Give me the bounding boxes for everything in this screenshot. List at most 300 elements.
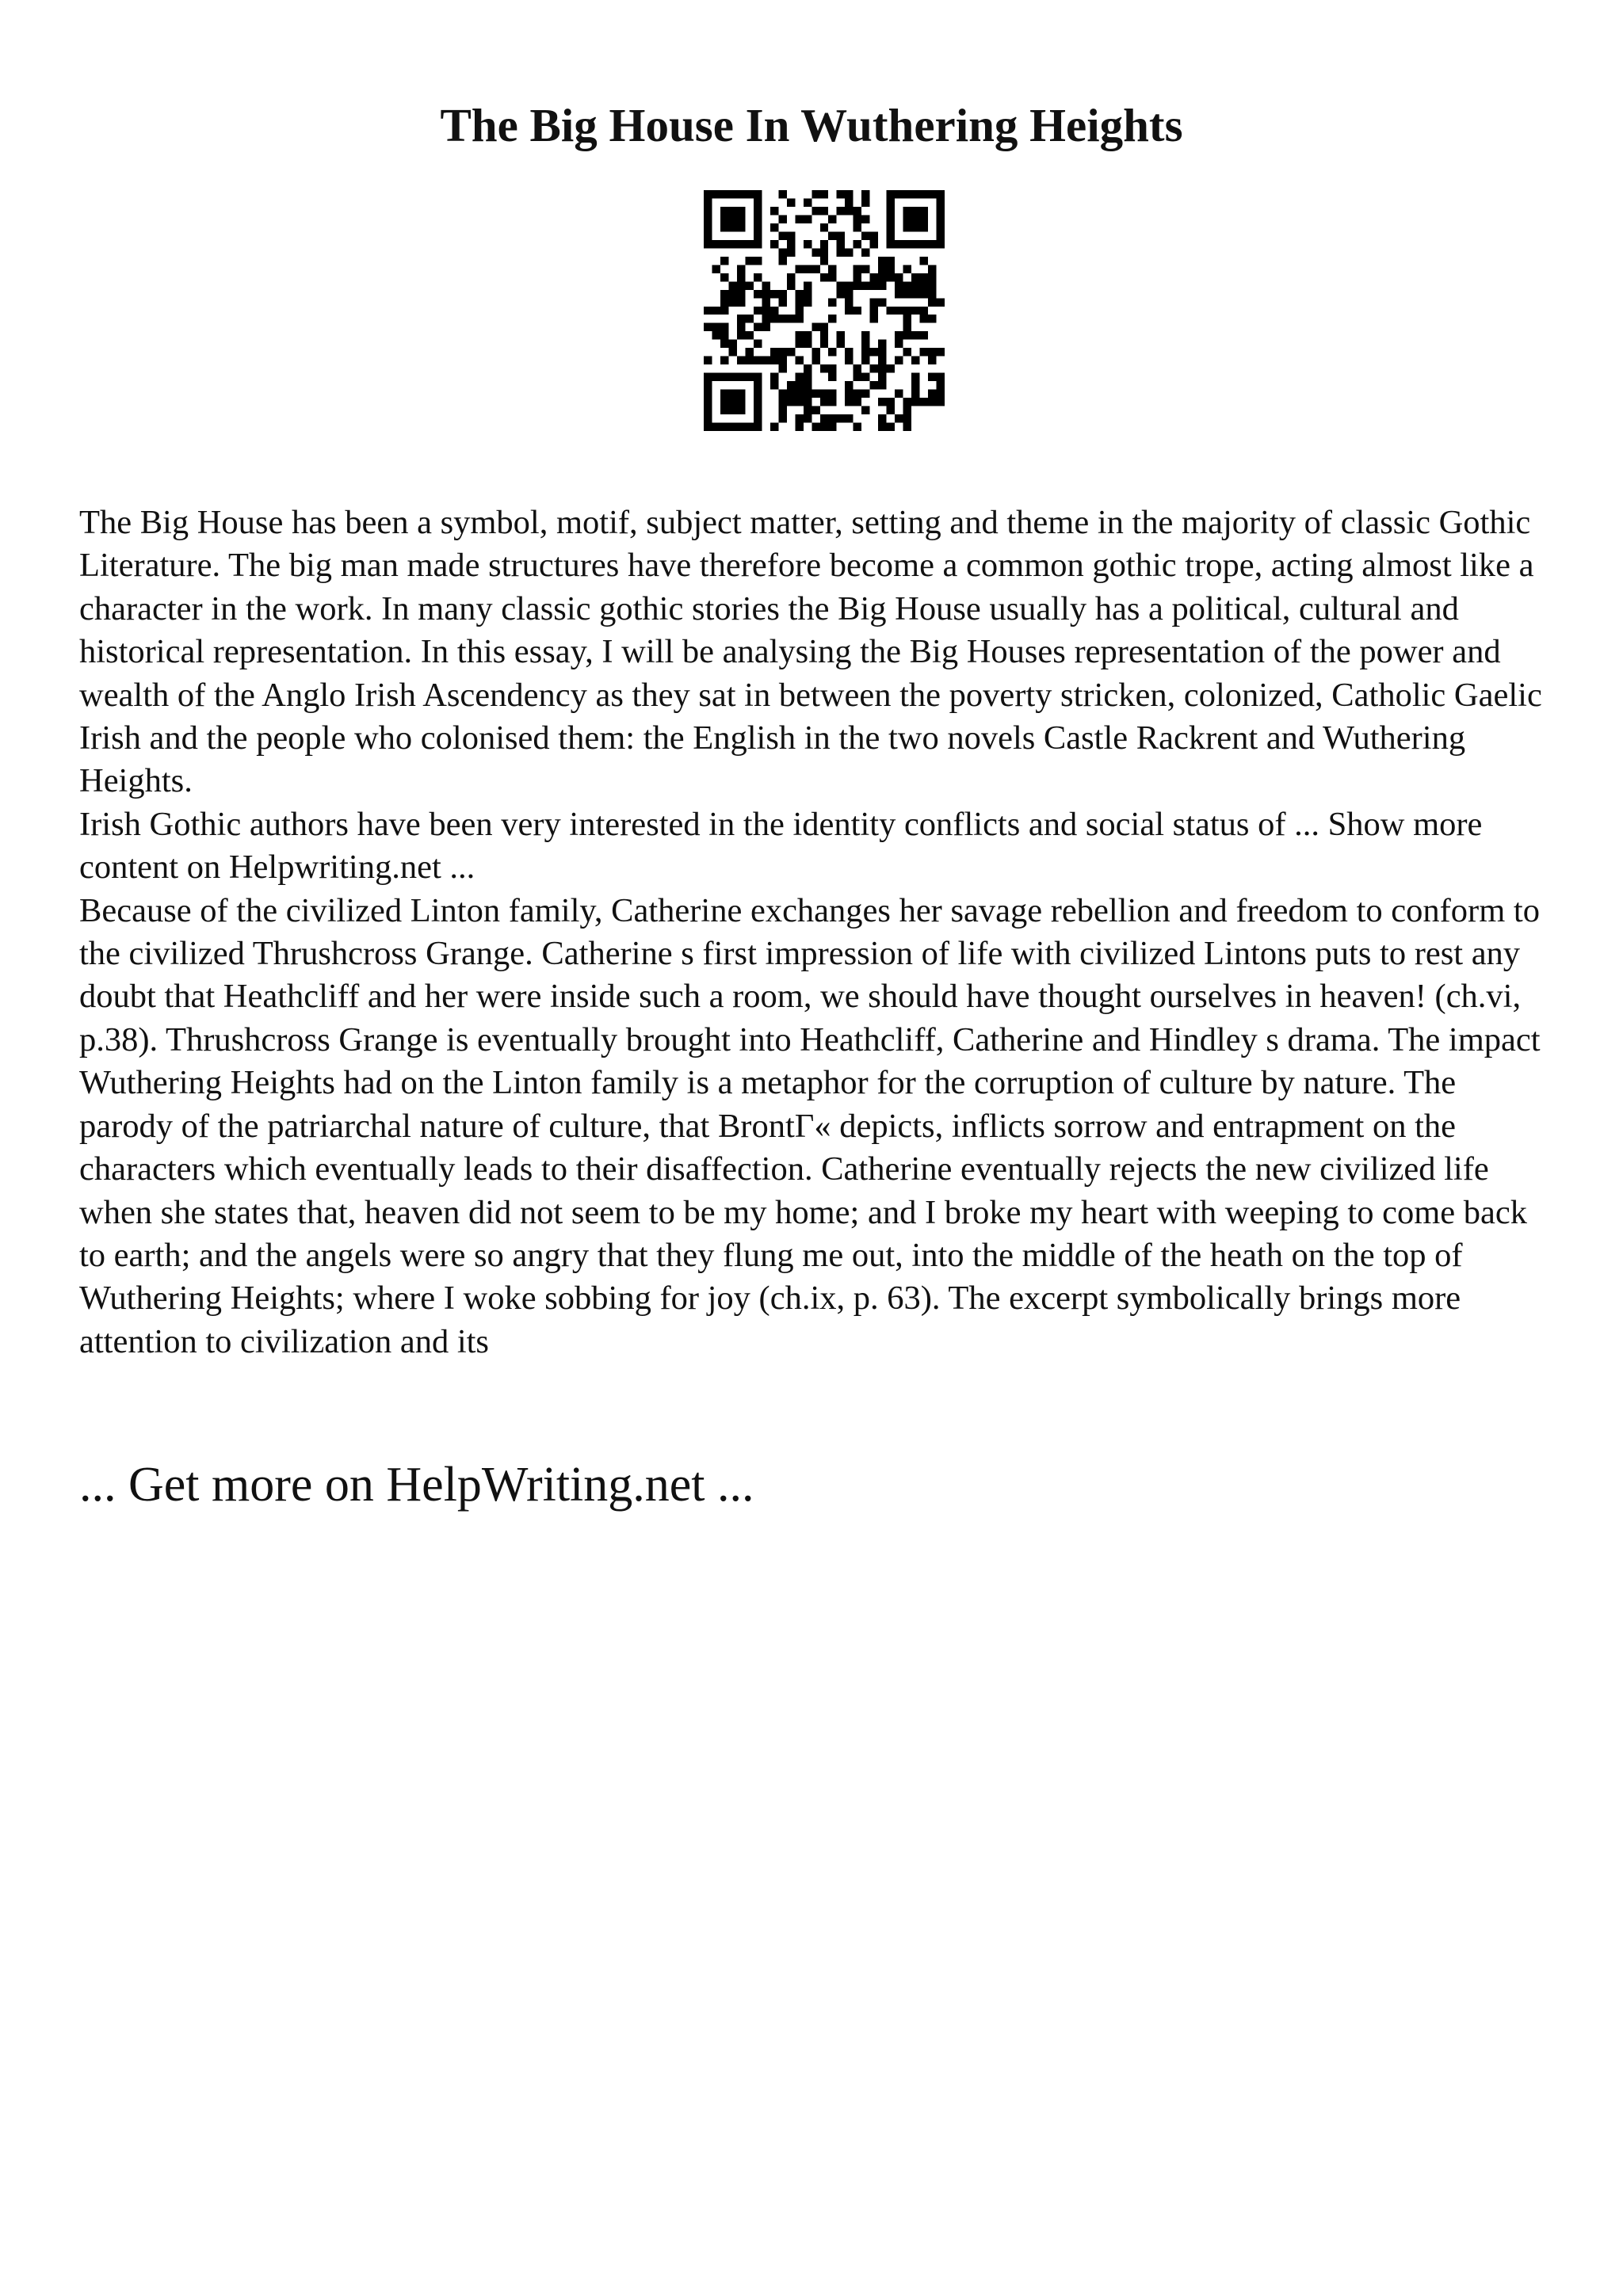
qr-module xyxy=(812,406,819,414)
qr-module xyxy=(778,298,786,306)
qr-module xyxy=(754,357,762,364)
qr-module xyxy=(778,364,786,372)
qr-module xyxy=(728,298,736,306)
qr-module xyxy=(937,348,945,356)
qr-module xyxy=(795,381,803,389)
qr-module xyxy=(737,398,745,406)
qr-module xyxy=(720,307,728,315)
qr-module xyxy=(728,423,736,431)
qr-module xyxy=(795,315,803,322)
qr-module xyxy=(704,207,712,215)
qr-module xyxy=(704,215,712,223)
qr-module xyxy=(737,190,745,198)
qr-module xyxy=(720,323,728,331)
qr-module xyxy=(937,190,945,198)
qr-module xyxy=(820,323,828,331)
qr-module xyxy=(861,198,869,206)
qr-module xyxy=(728,290,736,298)
qr-module xyxy=(787,381,795,389)
qr-module xyxy=(854,223,861,231)
qr-module xyxy=(704,198,712,206)
qr-module xyxy=(762,281,769,289)
qr-module xyxy=(878,357,886,364)
qr-module xyxy=(937,398,945,406)
qr-module xyxy=(820,190,828,198)
qr-module xyxy=(937,240,945,248)
qr-module xyxy=(920,281,928,289)
article-body xyxy=(79,502,1553,1363)
qr-module xyxy=(728,348,736,356)
qr-module xyxy=(878,273,886,281)
qr-module xyxy=(762,307,769,315)
qr-module xyxy=(754,207,762,215)
qr-module xyxy=(887,423,895,431)
qr-module xyxy=(887,265,895,273)
qr-module xyxy=(720,298,728,306)
qr-module xyxy=(887,207,895,215)
qr-module xyxy=(728,373,736,381)
qr-module xyxy=(712,265,720,273)
qr-module xyxy=(795,340,803,348)
qr-module xyxy=(928,315,936,322)
qr-module xyxy=(928,398,936,406)
qr-module xyxy=(737,290,745,298)
qr-module xyxy=(778,414,786,422)
qr-module xyxy=(845,381,853,389)
qr-module xyxy=(937,298,945,306)
qr-module xyxy=(754,290,762,298)
qr-module xyxy=(895,190,903,198)
qr-module xyxy=(804,281,812,289)
qr-module xyxy=(704,231,712,239)
qr-module xyxy=(812,390,819,398)
qr-module xyxy=(795,390,803,398)
qr-module xyxy=(845,248,853,256)
qr-module xyxy=(828,373,836,381)
qr-module xyxy=(712,423,720,431)
qr-module xyxy=(911,290,919,298)
qr-module xyxy=(728,390,736,398)
qr-module xyxy=(928,298,936,306)
qr-module xyxy=(820,340,828,348)
qr-module xyxy=(704,240,712,248)
qr-module xyxy=(804,398,812,406)
qr-module xyxy=(887,273,895,281)
qr-module xyxy=(704,390,712,398)
qr-module xyxy=(887,223,895,231)
qr-module xyxy=(828,273,836,281)
qr-module xyxy=(828,398,836,406)
qr-module xyxy=(745,190,753,198)
qr-module xyxy=(928,265,936,273)
qr-module xyxy=(887,231,895,239)
qr-module xyxy=(787,240,795,248)
qr-module xyxy=(712,307,720,315)
qr-module xyxy=(878,423,886,431)
qr-module xyxy=(878,398,886,406)
qr-module xyxy=(762,290,769,298)
qr-module xyxy=(704,190,712,198)
qr-module xyxy=(887,215,895,223)
qr-module xyxy=(870,273,878,281)
qr-module xyxy=(704,398,712,406)
qr-module xyxy=(778,215,786,223)
qr-module xyxy=(837,340,845,348)
qr-module xyxy=(845,190,853,198)
qr-module xyxy=(720,290,728,298)
qr-module xyxy=(737,223,745,231)
qr-module xyxy=(812,348,819,356)
qr-module xyxy=(861,373,869,381)
qr-module xyxy=(795,331,803,339)
qr-module xyxy=(854,281,861,289)
qr-module xyxy=(845,357,853,364)
qr-module xyxy=(903,281,911,289)
qr-module xyxy=(754,373,762,381)
qr-module xyxy=(745,240,753,248)
qr-module xyxy=(778,348,786,356)
qr-module xyxy=(795,398,803,406)
qr-module xyxy=(854,307,861,315)
qr-module xyxy=(870,298,878,306)
qr-module xyxy=(911,190,919,198)
qr-module xyxy=(911,390,919,398)
qr-module xyxy=(903,406,911,414)
qr-module xyxy=(770,307,778,315)
qr-module xyxy=(778,257,786,265)
qr-module xyxy=(861,331,869,339)
qr-module xyxy=(870,381,878,389)
qr-module xyxy=(887,257,895,265)
qr-module xyxy=(737,373,745,381)
qr-module xyxy=(845,398,853,406)
qr-module xyxy=(828,414,836,422)
qr-module xyxy=(704,223,712,231)
qr-module xyxy=(754,307,762,315)
qr-module xyxy=(820,331,828,339)
qr-module xyxy=(787,248,795,256)
qr-module xyxy=(903,207,911,215)
page-title: The Big House In Wuthering Heights xyxy=(440,99,1183,151)
qr-module xyxy=(804,290,812,298)
qr-module xyxy=(911,223,919,231)
qr-module xyxy=(812,423,819,431)
qr-module xyxy=(820,207,828,215)
qr-module xyxy=(737,323,745,331)
qr-module xyxy=(878,340,886,348)
qr-module xyxy=(920,207,928,215)
qr-module xyxy=(928,373,936,381)
qr-module xyxy=(804,298,812,306)
qr-module xyxy=(720,331,728,339)
qr-module xyxy=(937,207,945,215)
qr-module xyxy=(887,307,895,315)
qr-module xyxy=(870,240,878,248)
qr-module xyxy=(937,223,945,231)
qr-module xyxy=(903,348,911,356)
qr-module xyxy=(737,298,745,306)
qr-module xyxy=(861,340,869,348)
qr-module xyxy=(737,265,745,273)
qr-module xyxy=(937,381,945,389)
qr-module xyxy=(837,331,845,339)
qr-module xyxy=(903,290,911,298)
qr-module xyxy=(845,307,853,315)
qr-module xyxy=(861,231,869,239)
qr-module xyxy=(812,190,819,198)
qr-module xyxy=(854,215,861,223)
qr-module xyxy=(895,240,903,248)
qr-module xyxy=(920,307,928,315)
qr-module xyxy=(770,207,778,215)
qr-module xyxy=(928,273,936,281)
qr-module xyxy=(937,231,945,239)
qr-module xyxy=(804,215,812,223)
qr-module xyxy=(770,240,778,248)
qr-module xyxy=(770,381,778,389)
qr-module xyxy=(920,223,928,231)
qr-module xyxy=(828,423,836,431)
qr-module xyxy=(804,390,812,398)
qr-module xyxy=(754,406,762,414)
qr-module xyxy=(787,198,795,206)
qr-module xyxy=(754,323,762,331)
qr-module xyxy=(812,323,819,331)
qr-module xyxy=(937,198,945,206)
qr-module xyxy=(728,207,736,215)
qr-module xyxy=(837,281,845,289)
qr-module xyxy=(903,331,911,339)
qr-module xyxy=(704,381,712,389)
qr-module xyxy=(795,307,803,315)
qr-module xyxy=(795,215,803,223)
qr-module xyxy=(861,215,869,223)
qr-module xyxy=(778,190,786,198)
qr-module xyxy=(895,331,903,339)
qr-module xyxy=(712,240,720,248)
qr-module xyxy=(895,390,903,398)
qr-module xyxy=(903,265,911,273)
qr-module xyxy=(770,423,778,431)
qr-module xyxy=(720,273,728,281)
qr-module xyxy=(920,240,928,248)
qr-module xyxy=(928,281,936,289)
qr-module xyxy=(770,290,778,298)
qr-module xyxy=(870,315,878,322)
qr-module xyxy=(778,231,786,239)
qr-module xyxy=(837,240,845,248)
qr-module xyxy=(828,215,836,223)
qr-module xyxy=(820,273,828,281)
qr-module xyxy=(820,248,828,256)
qr-module xyxy=(704,323,712,331)
paragraph-intro: The Big House has been a symbol, motif, subject matter, setting and theme in the majority of classic Gothic Literature. The big man made structures have therefore become a common gothic trope, acting almost like a character in the work. In many classic gothic stories the Big House usually has a political, cultural and historical representation. In this essay, I will be analysing the Big Houses representation of the power and wealth of the Anglo Irish Ascendency as they sat in between the poverty stricken, colonized, Catholic Gaelic Irish and the people who colonised them: the English in the two novels Castle Rackrent and Wuthering Heights. xyxy=(79,504,1542,800)
qr-module xyxy=(937,390,945,398)
qr-module xyxy=(828,315,836,322)
get-more-link[interactable]: ... Get more on HelpWriting.net ... xyxy=(79,1458,754,1512)
qr-module xyxy=(911,307,919,315)
qr-module xyxy=(845,298,853,306)
qr-module xyxy=(903,423,911,431)
qr-module xyxy=(903,315,911,322)
qr-module xyxy=(845,348,853,356)
qr-module xyxy=(720,240,728,248)
qr-module xyxy=(903,190,911,198)
qr-module xyxy=(720,340,728,348)
qr-module xyxy=(754,223,762,231)
qr-module xyxy=(762,323,769,331)
qr-module xyxy=(878,381,886,389)
qr-module xyxy=(854,423,861,431)
qr-module xyxy=(903,307,911,315)
qr-module xyxy=(870,307,878,315)
qr-module xyxy=(754,257,762,265)
qr-module xyxy=(837,190,845,198)
qr-module xyxy=(737,215,745,223)
qr-module xyxy=(911,331,919,339)
qr-module xyxy=(820,257,828,265)
qr-module xyxy=(854,207,861,215)
qr-module xyxy=(854,273,861,281)
qr-module xyxy=(787,315,795,322)
qr-module xyxy=(804,381,812,389)
qr-module xyxy=(745,373,753,381)
qr-module xyxy=(754,190,762,198)
qr-module xyxy=(887,198,895,206)
qr-module xyxy=(837,248,845,256)
qr-module xyxy=(778,357,786,364)
qr-module xyxy=(861,390,869,398)
qr-module xyxy=(795,298,803,306)
qr-module xyxy=(887,406,895,414)
qr-module xyxy=(728,240,736,248)
qr-module xyxy=(704,307,712,315)
qr-module xyxy=(911,240,919,248)
qr-module xyxy=(928,240,936,248)
qr-module xyxy=(712,373,720,381)
qr-module xyxy=(754,198,762,206)
qr-module xyxy=(828,364,836,372)
qr-module xyxy=(770,348,778,356)
qr-module xyxy=(745,257,753,265)
qr-module xyxy=(928,290,936,298)
qr-module xyxy=(720,223,728,231)
qr-module xyxy=(728,223,736,231)
qr-module xyxy=(820,423,828,431)
qr-module xyxy=(911,373,919,381)
qr-code-icon xyxy=(704,190,945,431)
qr-module xyxy=(787,398,795,406)
qr-module xyxy=(737,331,745,339)
qr-module xyxy=(720,357,728,364)
qr-module xyxy=(745,348,753,356)
qr-module xyxy=(837,231,845,239)
qr-module xyxy=(837,207,845,215)
qr-module xyxy=(937,215,945,223)
qr-module xyxy=(887,190,895,198)
qr-module xyxy=(903,323,911,331)
qr-module xyxy=(820,398,828,406)
qr-module xyxy=(754,273,762,281)
qr-module xyxy=(778,398,786,406)
qr-module xyxy=(787,348,795,356)
qr-module xyxy=(720,406,728,414)
qr-module xyxy=(845,198,853,206)
qr-module xyxy=(895,357,903,364)
qr-module xyxy=(737,207,745,215)
qr-module xyxy=(728,281,736,289)
qr-module xyxy=(895,290,903,298)
qr-module xyxy=(928,190,936,198)
qr-module xyxy=(895,273,903,281)
qr-module xyxy=(861,406,869,414)
qr-module xyxy=(920,190,928,198)
qr-module xyxy=(895,414,903,422)
qr-module xyxy=(920,348,928,356)
qr-module xyxy=(920,398,928,406)
qr-module xyxy=(787,273,795,281)
qr-module xyxy=(828,298,836,306)
qr-module xyxy=(728,398,736,406)
qr-module xyxy=(878,257,886,265)
qr-module xyxy=(878,298,886,306)
qr-module xyxy=(911,215,919,223)
qr-module xyxy=(795,357,803,364)
qr-module xyxy=(754,423,762,431)
qr-module xyxy=(920,315,928,322)
qr-module xyxy=(804,265,812,273)
qr-module xyxy=(737,281,745,289)
qr-module xyxy=(737,423,745,431)
qr-module xyxy=(704,406,712,414)
qr-module xyxy=(861,357,869,364)
qr-module xyxy=(820,364,828,372)
qr-module xyxy=(754,398,762,406)
qr-module xyxy=(762,357,769,364)
qr-module xyxy=(770,223,778,231)
qr-module xyxy=(903,414,911,422)
qr-module xyxy=(845,281,853,289)
qr-module xyxy=(737,273,745,281)
qr-module xyxy=(787,281,795,289)
qr-module xyxy=(878,281,886,289)
qr-module xyxy=(754,414,762,422)
qr-module xyxy=(804,198,812,206)
qr-module xyxy=(903,240,911,248)
qr-module xyxy=(887,240,895,248)
qr-module xyxy=(804,331,812,339)
qr-module xyxy=(887,364,895,372)
qr-module xyxy=(820,223,828,231)
qr-module xyxy=(728,340,736,348)
qr-module xyxy=(903,398,911,406)
qr-module xyxy=(845,414,853,422)
qr-module xyxy=(895,281,903,289)
qr-module xyxy=(870,281,878,289)
qr-module xyxy=(720,215,728,223)
qr-module xyxy=(720,398,728,406)
qr-module xyxy=(737,315,745,322)
qr-module xyxy=(861,248,869,256)
qr-module xyxy=(920,273,928,281)
qr-module xyxy=(878,348,886,356)
qr-module xyxy=(704,373,712,381)
qr-module xyxy=(704,423,712,431)
qr-module xyxy=(778,248,786,256)
qr-module xyxy=(895,307,903,315)
qr-module xyxy=(854,364,861,372)
qr-module xyxy=(795,414,803,422)
